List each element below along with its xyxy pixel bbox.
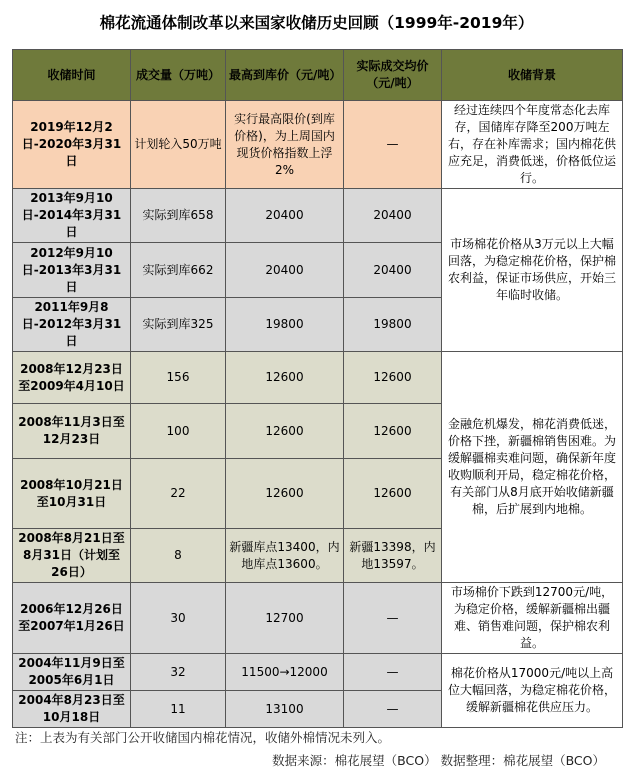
table-row: [13, 583, 623, 654]
cell-volume: 8: [131, 529, 226, 583]
cell-max-price: 12600: [226, 404, 344, 459]
cell-volume: 计划轮入50万吨: [131, 101, 226, 189]
cell-avg-price: 19800: [344, 298, 442, 352]
cell-volume: 22: [131, 459, 226, 529]
cell-max-price: 13100: [226, 691, 344, 728]
cell-time: 2006年12月26日至2007年1月26日: [13, 583, 131, 654]
cell-avg-price: 20400: [344, 243, 442, 298]
purchase-history-table: [12, 49, 623, 728]
cell-volume: 实际到库658: [131, 189, 226, 243]
cell-time: 2011年9月8日-2012年3月31日: [13, 298, 131, 352]
table-row: [13, 352, 623, 404]
header-max-price: 最高到库价（元/吨）: [226, 50, 344, 101]
cell-time: 2008年11月3日至12月23日: [13, 404, 131, 459]
cell-volume: 11: [131, 691, 226, 728]
cell-volume: 实际到库662: [131, 243, 226, 298]
table-footnote: 注：上表为有关部门公开收储国内棉花情况，收储外棉情况未列入。: [15, 730, 391, 745]
cell-avg-price: —: [344, 101, 442, 189]
cell-max-price: 新疆库点13400，内地库点13600。: [226, 529, 344, 583]
cell-background: 市场棉价下跌到12700元/吨，为稳定价格，缓解新疆棉出疆难、销售难问题，保护棉农利益。: [442, 583, 623, 654]
cell-avg-price: 12600: [344, 459, 442, 529]
cell-volume: 156: [131, 352, 226, 404]
cell-time: 2012年9月10日-2013年3月31日: [13, 243, 131, 298]
cell-max-price: 11500→12000: [226, 654, 344, 691]
cell-volume: 30: [131, 583, 226, 654]
cell-avg-price: —: [344, 654, 442, 691]
cell-avg-price: 12600: [344, 404, 442, 459]
cell-avg-price: 20400: [344, 189, 442, 243]
cell-time: 2008年12月23日至2009年4月10日: [13, 352, 131, 404]
cell-background: 经过连续四个年度常态化去库存，国储库存降至200万吨左右，存在补库需求；国内棉花供应充足，消费低迷，价格低位运行。: [442, 101, 623, 189]
table-row: [13, 101, 623, 189]
header-avg-price: 实际成交均价（元/吨）: [344, 50, 442, 101]
table-row: [13, 189, 623, 243]
cell-time: 2004年11月9日至2005年6月1日: [13, 654, 131, 691]
cell-max-price: 12600: [226, 459, 344, 529]
cell-volume: 实际到库325: [131, 298, 226, 352]
cell-time: 2013年9月10日-2014年3月31日: [13, 189, 131, 243]
cell-avg-price: —: [344, 583, 442, 654]
cell-volume: 32: [131, 654, 226, 691]
cell-max-price: 19800: [226, 298, 344, 352]
data-source: 数据来源：棉花展望（BCO） 数据整理：棉花展望（BCO）: [272, 753, 605, 768]
cell-max-price: 实行最高限价(到库价格)，为上周国内现货价格指数上浮2%: [226, 101, 344, 189]
header-time: 收储时间: [13, 50, 131, 101]
header-background: 收储背景: [442, 50, 623, 101]
cell-avg-price: —: [344, 691, 442, 728]
cell-avg-price: 12600: [344, 352, 442, 404]
cell-time: 2008年10月21日至10月31日: [13, 459, 131, 529]
page-title: 棉花流通体制改革以来国家收储历史回顾（1999年-2019年）: [99, 14, 534, 32]
cell-max-price: 20400: [226, 189, 344, 243]
cell-volume: 100: [131, 404, 226, 459]
cell-max-price: 12700: [226, 583, 344, 654]
cell-background: 金融危机爆发，棉花消费低迷，价格下挫，新疆棉销售困难。为缓解疆棉卖难问题，确保新年度收购顺利开局，稳定棉花价格，有关部门从8月底开始收储新疆棉，后扩展到内地棉。: [442, 352, 623, 583]
table-header-row: [13, 50, 623, 101]
header-volume: 成交量（万吨）: [131, 50, 226, 101]
cell-time: 2008年8月21日至8月31日（计划至26日）: [13, 529, 131, 583]
cell-time: 2019年12月2日-2020年3月31日: [13, 101, 131, 189]
cell-background: 市场棉花价格从3万元以上大幅回落，为稳定棉花价格，保护棉农利益，保证市场供应，开始三年临时收储。: [442, 189, 623, 352]
cell-max-price: 12600: [226, 352, 344, 404]
table-row: [13, 654, 623, 691]
cell-background: 棉花价格从17000元/吨以上高位大幅回落，为稳定棉花价格，缓解新疆棉花供应压力。: [442, 654, 623, 728]
cell-time: 2004年8月23日至10月18日: [13, 691, 131, 728]
cell-avg-price: 新疆13398，内地13597。: [344, 529, 442, 583]
cell-max-price: 20400: [226, 243, 344, 298]
